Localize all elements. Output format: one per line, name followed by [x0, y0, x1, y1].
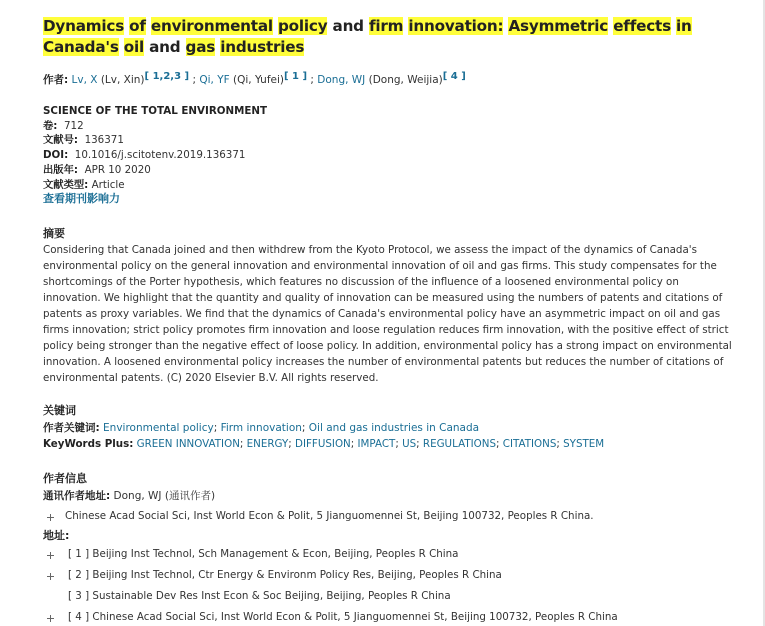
keywords-plus-label: KeyWords Plus:: [43, 438, 134, 450]
keyword-link[interactable]: US: [402, 438, 417, 450]
address-number[interactable]: [ 4 ]: [68, 611, 90, 623]
address-number[interactable]: [ 3 ]: [68, 590, 90, 602]
reprint-value: Dong, WJ (通讯作者): [113, 490, 216, 502]
address-row: [68, 590, 451, 602]
author-keywords-row: [43, 420, 479, 435]
keywords-plus-row: [43, 438, 604, 450]
title-word: in: [676, 17, 692, 35]
title-word: Asymmetric: [508, 17, 609, 35]
author-info-heading: 作者信息: [43, 472, 87, 485]
address-text: Beijing Inst Technol, Sch Management & Econ, Beijing, Peoples R China: [92, 548, 459, 560]
keyword-separator: ;: [350, 438, 358, 450]
author-link-dong[interactable]: Dong, WJ: [317, 74, 366, 86]
keywords-heading: 关键词: [43, 404, 76, 417]
author-fullname: (Dong, Weijia): [368, 74, 443, 86]
keyword-link[interactable]: Oil and gas industries in Canada: [308, 422, 480, 434]
keyword-separator: ;: [213, 422, 221, 434]
address-number[interactable]: [ 1 ]: [68, 548, 90, 560]
reprint-label: 通讯作者地址:: [43, 490, 111, 502]
title-word: environmental: [150, 17, 273, 35]
keyword-separator: ;: [556, 438, 564, 450]
author-separator: ;: [310, 74, 314, 86]
title-word: Dynamics: [43, 17, 125, 35]
keyword-separator: ;: [239, 438, 247, 450]
keyword-separator: ;: [288, 438, 296, 450]
doctype-label: 文献类型:: [43, 178, 89, 191]
title-word: industries: [220, 38, 305, 56]
author-fullname: (Lv, Xin): [100, 74, 145, 86]
keyword-link[interactable]: CITATIONS: [502, 438, 557, 450]
author-keywords-list: [103, 422, 479, 434]
keyword-link[interactable]: Firm innovation: [220, 422, 302, 434]
address-row: [68, 611, 618, 623]
address-text: Sustainable Dev Res Inst Econ & Soc Beijing, Beijing, Peoples R China: [92, 590, 451, 602]
author-separator: ;: [192, 74, 196, 86]
expand-plus-icon[interactable]: [46, 551, 55, 560]
author-link-lv[interactable]: Lv, X: [71, 74, 98, 86]
authors-label: 作者:: [43, 74, 69, 86]
abstract-text: Considering that Canada joined and then withdrew from the Kyoto Protocol, we assess the impact of the dynamics of Canada's environmental policy on the general innovation and environmental innovation of oil and gas firms. This study compensates for the shortcomings of the Porter hypothesis, which features no discussion of the influence of a loosened environmental policy on innovation. We highlight that the quantity and quality of innovation can be measured using the numbers of patents and citations of patents as proxy variables. We find that the dynamics of Canada's environmental policy have an asymmetric impact on oil and gas firms innovation; strict policy promotes firm innovation and loose regulation reduces firm innovation, with the positive effect of strict policy being stronger than the negative effect of loose policy. In addition, environmental policy has a strong impact on environmental innovation. A loosened environmental policy increases the number of environmental patents but reduces the number of citations of environmental patents. (C) 2020 Elsevier B.V. All rights reserved.: [43, 244, 732, 384]
published-value: APR 10 2020: [84, 163, 151, 176]
keyword-separator: ;: [395, 438, 403, 450]
keyword-separator: ;: [301, 422, 309, 434]
volume-value: 712: [63, 119, 84, 132]
published-row: [43, 163, 267, 178]
keyword-link[interactable]: GREEN INNOVATION: [136, 438, 240, 450]
keyword-link[interactable]: DIFFUSION: [295, 438, 351, 450]
authors-line: [43, 69, 466, 88]
address-text: Chinese Acad Social Sci, Inst World Econ & Polit, 5 Jianguomennei St, Beijing 100732, Peoples R China: [92, 611, 618, 623]
title-word: policy: [278, 17, 328, 35]
reprint-address: Chinese Acad Social Sci, Inst World Econ & Polit, 5 Jianguomennei St, Beijing 100732, Peoples R China.: [65, 510, 594, 522]
keyword-separator: ;: [416, 438, 423, 450]
title-word: oil: [123, 38, 145, 56]
keyword-link[interactable]: ENERGY: [246, 438, 289, 450]
doi-label: DOI:: [43, 149, 69, 162]
expand-plus-icon[interactable]: [46, 614, 55, 623]
journal-name: SCIENCE OF THE TOTAL ENVIRONMENT: [43, 105, 268, 117]
author-fullname: (Qi, Yufei): [233, 74, 284, 86]
title-word: effects: [613, 17, 671, 35]
article-number-label: 文献号:: [43, 134, 79, 147]
title-word: Canada's: [43, 38, 119, 56]
abstract-heading: 摘要: [43, 227, 65, 240]
address-text: Beijing Inst Technol, Ctr Energy & Environm Policy Res, Beijing, Peoples R China: [92, 569, 502, 581]
keywords-plus-list: [137, 438, 605, 450]
address-row: [68, 569, 502, 581]
doi-value: 10.1016/j.scitotenv.2019.136371: [74, 149, 246, 162]
author-affiliation-ref[interactable]: [ 1 ]: [284, 71, 308, 82]
title-word: firm: [368, 17, 404, 35]
address-heading: 地址:: [43, 529, 70, 542]
title-word: and: [149, 38, 181, 56]
source-block: [43, 104, 267, 207]
keyword-separator: ;: [496, 438, 503, 450]
doctype-value: Article: [91, 178, 125, 191]
published-label: 出版年:: [43, 163, 79, 176]
address-row: [68, 548, 459, 560]
author-keywords-label: 作者关键词:: [43, 422, 100, 434]
title-word: innovation:: [408, 17, 504, 35]
keyword-link[interactable]: REGULATIONS: [422, 438, 496, 450]
title-word: and: [332, 17, 364, 35]
title-word: of: [129, 17, 146, 35]
article-number-value: 136371: [84, 134, 124, 147]
article-number-row: [43, 133, 267, 148]
reprint-author-row: [43, 488, 215, 503]
keyword-link[interactable]: Environmental policy: [103, 422, 214, 434]
doi-row: [43, 148, 267, 163]
volume-label: 卷:: [43, 119, 58, 132]
expand-plus-icon[interactable]: [46, 513, 55, 522]
author-affiliation-ref[interactable]: [ 4 ]: [442, 71, 466, 82]
author-link-qi[interactable]: Qi, YF: [199, 74, 230, 86]
journal-impact-link[interactable]: 查看期刊影响力: [43, 192, 120, 206]
keyword-link[interactable]: SYSTEM: [563, 438, 605, 450]
record-title: [43, 16, 733, 58]
author-affiliation-ref[interactable]: [ 1,2,3 ]: [144, 71, 190, 82]
doctype-row: [43, 178, 267, 193]
title-word: gas: [185, 38, 216, 56]
volume-row: [43, 119, 267, 134]
expand-plus-icon[interactable]: [46, 572, 55, 581]
keyword-link[interactable]: IMPACT: [357, 438, 396, 450]
address-number[interactable]: [ 2 ]: [68, 569, 90, 581]
